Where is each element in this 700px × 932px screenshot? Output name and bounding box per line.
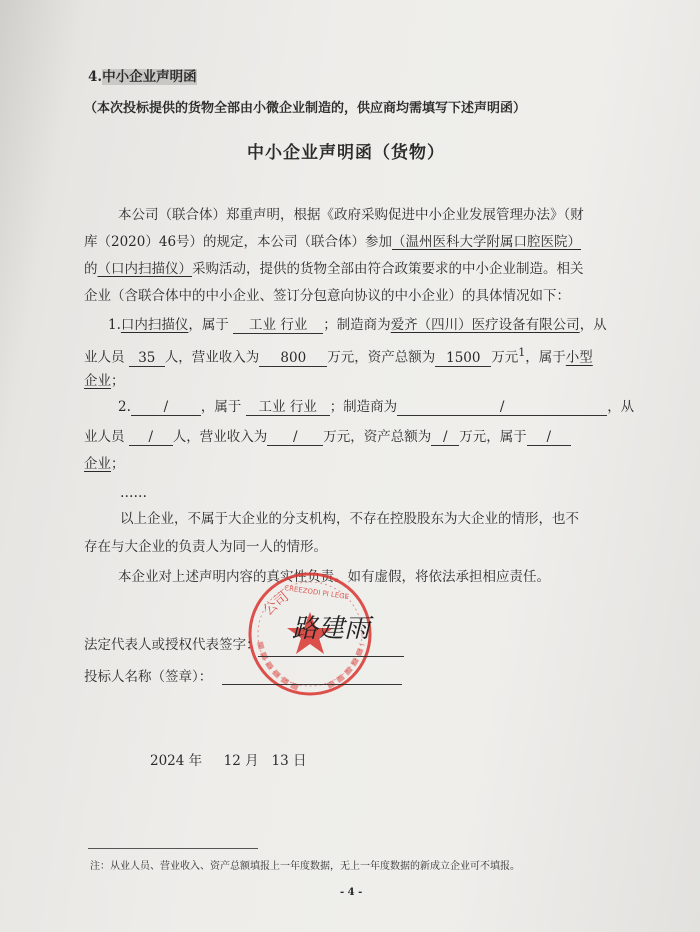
seal-en-text: CREEZODI PI LEGE	[283, 584, 350, 602]
item1-line3: 企业；	[84, 373, 125, 389]
handwritten-signature: 路建雨	[292, 614, 371, 644]
ellipsis: ……	[120, 485, 147, 501]
item2-line2: 业人员 / 人，营业收入为 / 万元，资产总额为 / 万元，属于 /	[84, 428, 571, 446]
signature-label: 法定代表人或授权代表签字：	[84, 637, 260, 653]
para1-line2: 库（2020）46号）的规定，本公司（联合体）参加（温州医科大学附属口腔医院）	[84, 234, 582, 250]
item1-line1: 1.口内扫描仪，属于 工业 行业 ；制造商为爱齐（四川）医疗设备有限公司，从	[108, 317, 607, 333]
page-title: 中小企业声明函（货物）	[247, 143, 445, 163]
bidder-label: 投标人名称（签章）：	[84, 669, 213, 685]
para3: 本企业对上述声明内容的真实性负责。如有虚假，将依法承担相应责任。	[118, 569, 550, 585]
signature-line	[258, 656, 404, 657]
seal-text: 公司	[260, 588, 293, 620]
para2-line2: 存在与大企业的负责人为同一人的情形。	[84, 539, 327, 555]
para2-line1: 以上企业，不属于大企业的分支机构，不存在控股股东为大企业的情形，也不	[120, 511, 579, 527]
date: 2024 年 12 月 13 日	[150, 753, 307, 769]
para1-line1: 本公司（联合体）郑重声明，根据《政府采购促进中小企业发展管理办法》（财	[118, 207, 584, 223]
section-heading: 4.中小企业声明函	[88, 69, 197, 85]
page-number: - 4 -	[340, 887, 363, 898]
para1-line4: 企业（含联合体中的中小企业、签订分包意向协议的中小企业）的具体情况如下：	[84, 288, 570, 304]
instruction-note: （本次投标提供的货物全部由小微企业制造的，供应商均需填写下述声明函）	[84, 101, 527, 116]
bidder-line	[222, 684, 402, 685]
item2-line3: 企业；	[84, 456, 125, 472]
item2-line1: 2. / ，属于 工业 行业 ；制造商为 / ，从	[118, 399, 635, 415]
footnote: 注：从业人员、营业收入、资产总额填报上一年度数据，无上一年度数据的新成立企业可不填报。	[90, 861, 520, 872]
para1-line3: 的（口内扫描仪）采购活动，提供的货物全部由符合政策要求的中小企业制造。相关	[84, 261, 584, 277]
item1-line2: 业人员 35 人，营业收入为 800 万元，资产总额为 1500 万元$^1$，属于小型	[84, 346, 593, 366]
footnote-rule	[88, 848, 258, 849]
